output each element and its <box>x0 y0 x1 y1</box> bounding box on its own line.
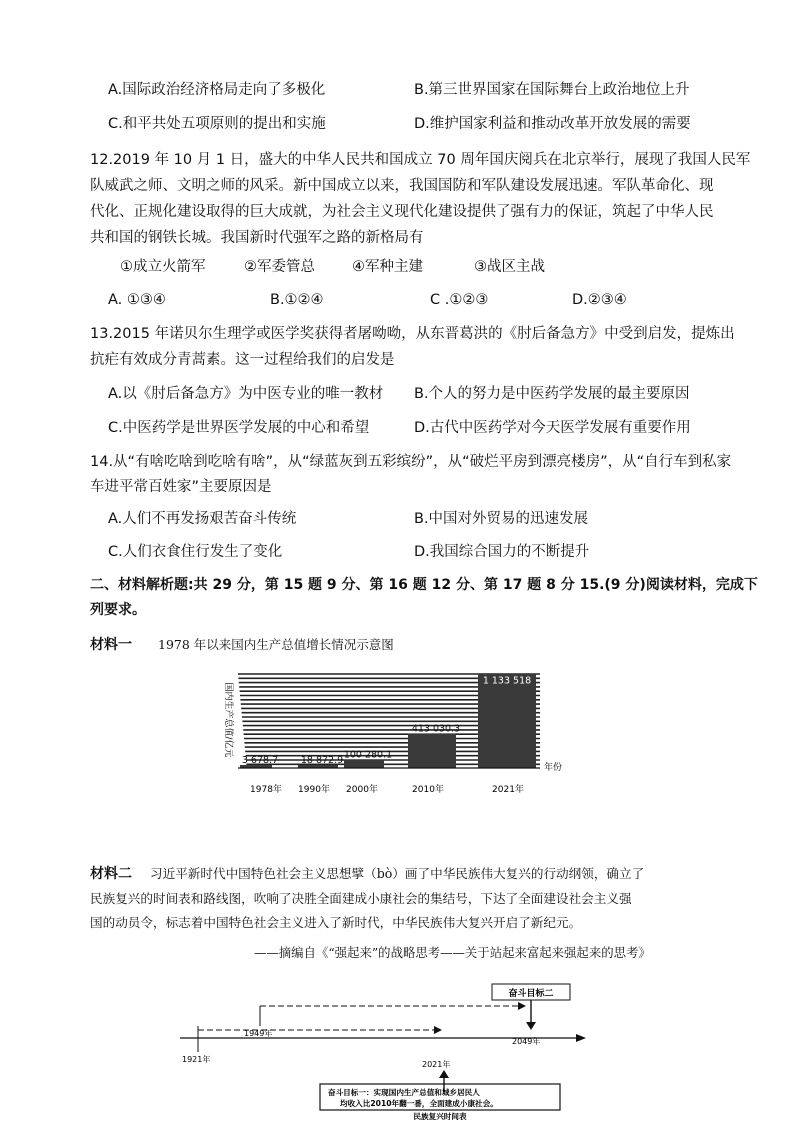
timeline-caption: 民族复兴时间表 <box>413 1112 467 1120</box>
section2-heading-line1: 二、材料解析题:共 29 分，第 15 题 9 分、第 16 题 12 分、第 17 题 8 分 15.(9 分)阅读材料，完成下 <box>90 577 758 593</box>
material2-label: 材料二 <box>90 866 132 882</box>
q13-option-a: A.以《肘后备急方》为中医专业的唯一教材 <box>108 386 384 402</box>
q12-option-b: B.①②④ <box>270 292 324 308</box>
value-label: 3 678.7 <box>241 755 279 766</box>
material2-line1: 习近平新时代中国特色社会主义思想擘（bò）画了中华民族伟大复兴的行动纲领，确立了 <box>150 866 645 881</box>
q12-item-2: ②军委管总 <box>244 259 315 275</box>
year-1949: 1949年 <box>244 1029 273 1038</box>
q14-option-d: D.我国综合国力的不断提升 <box>414 544 590 560</box>
goal2-label: 奋斗目标二 <box>508 989 554 999</box>
category-label: 2000年 <box>346 785 378 795</box>
q12-item-4: ④军种主建 <box>352 259 423 275</box>
q11-option-b: B.第三世界国家在国际舞台上政治地位上升 <box>414 82 690 98</box>
q13-stem-line2: 抗疟有效成分青蒿素。这一过程给我们的启发是 <box>90 352 395 368</box>
category-label: 1978年 <box>250 785 282 795</box>
q12-stem-line3: 代化、正规化建设取得的巨大成就，为社会主义现代化建设提供了强有力的保证，筑起了中华人民 <box>90 204 714 220</box>
q12-stem-line1: 12.2019 年 10 月 1 日，盛大的中华人民共和国成立 70 周年国庆阅兵在北京举行，展现了我国人民军 <box>90 152 751 168</box>
q14-option-c: C.人们衣食住行发生了变化 <box>108 544 283 560</box>
bar-2000年 <box>344 760 384 768</box>
q14-stem-line2: 车进平常百姓家”主要原因是 <box>90 479 272 495</box>
value-label: 100 280.1 <box>343 749 393 761</box>
q14-stem-line1: 14.从“有啥吃啥到吃啥有啥”，从“绿蓝灰到五彩缤纷”，从“破烂平房到漂亮楼房”，从“自行车到私家 <box>90 454 732 470</box>
section2-heading-line2: 列要求。 <box>90 602 146 618</box>
goal2-arrowhead <box>526 1022 536 1030</box>
revival-timeline <box>160 980 620 1120</box>
q14-option-b: B.中国对外贸易的迅速发展 <box>414 511 589 527</box>
year-1921: 1921年 <box>182 1055 211 1064</box>
q13-option-c: C.中医药学是世界医学发展的中心和希望 <box>108 420 370 436</box>
q11-option-d: D.维护国家利益和推动改革开放发展的需要 <box>414 116 691 132</box>
goal1-line2: 均收入比2010年翻一番，全面建成小康社会。 <box>340 1099 498 1108</box>
value-label: 18 872.9 <box>300 755 344 766</box>
q11-option-a: A.国际政治经济格局走向了多极化 <box>108 82 326 98</box>
q12-option-c: C .①②③ <box>430 292 489 308</box>
q12-option-a: A. ①③④ <box>108 292 166 308</box>
bar-2010年 <box>408 734 456 768</box>
q12-option-d: D.②③④ <box>572 292 627 308</box>
y-axis-label: 国内生产总值/亿元 <box>223 682 233 758</box>
gdp-bar-chart <box>200 660 600 800</box>
goal1-line1: 奋斗目标一：实现国内生产总值和城乡居民人 <box>328 1088 480 1097</box>
material1-label: 材料一 <box>90 637 132 653</box>
material2-source: ——摘编自《“强起来”的战略思考——关于站起来富起来强起来的思考》 <box>254 945 651 960</box>
bar-2021年 <box>478 673 536 768</box>
category-label: 2010年 <box>412 785 444 795</box>
q12-item-3: ③战区主战 <box>474 259 545 275</box>
material1-caption: 1978 年以来国内生产总值增长情况示意图 <box>158 637 394 652</box>
x-axis-label: 年份 <box>544 763 563 773</box>
q13-option-d: D.古代中医药学对今天医学发展有重要作用 <box>414 420 691 436</box>
year-2049: 2049年 <box>512 1037 541 1046</box>
category-label: 2021年 <box>492 785 524 795</box>
category-label: 1990年 <box>298 785 330 795</box>
q12-stem-line4: 共和国的钢铁长城。我国新时代强军之路的新格局有 <box>90 230 424 246</box>
value-label: 413 030.3 <box>411 723 461 735</box>
q11-option-c: C.和平共处五项原则的提出和实施 <box>108 116 326 132</box>
q12-item-1: ①成立火箭军 <box>120 259 206 275</box>
value-label: 1 133 518 <box>482 675 532 687</box>
material2-line3: 国的动员令，标志着中国特色社会主义进入了新时代，中华民族伟大复兴开启了新纪元。 <box>90 915 582 930</box>
q13-stem-line1: 13.2015 年诺贝尔生理学或医学奖获得者屠呦呦，从东晋葛洪的《肘后备急方》中受到启发，提炼出 <box>90 326 735 342</box>
q14-option-a: A.人们不再发扬艰苦奋斗传统 <box>108 511 297 527</box>
material2-line2: 民族复兴的时间表和路线图，吹响了决胜全面建成小康社会的集结号，下达了全面建设社会主义强 <box>90 891 632 906</box>
q13-option-b: B.个人的努力是中医药学发展的最主要原因 <box>414 386 690 402</box>
q12-stem-line2: 队威武之师、文明之师的风采。新中国成立以来，我国国防和军队建设发展迅速。军队革命化、现 <box>90 178 714 194</box>
year-2021: 2021年 <box>422 1060 451 1069</box>
